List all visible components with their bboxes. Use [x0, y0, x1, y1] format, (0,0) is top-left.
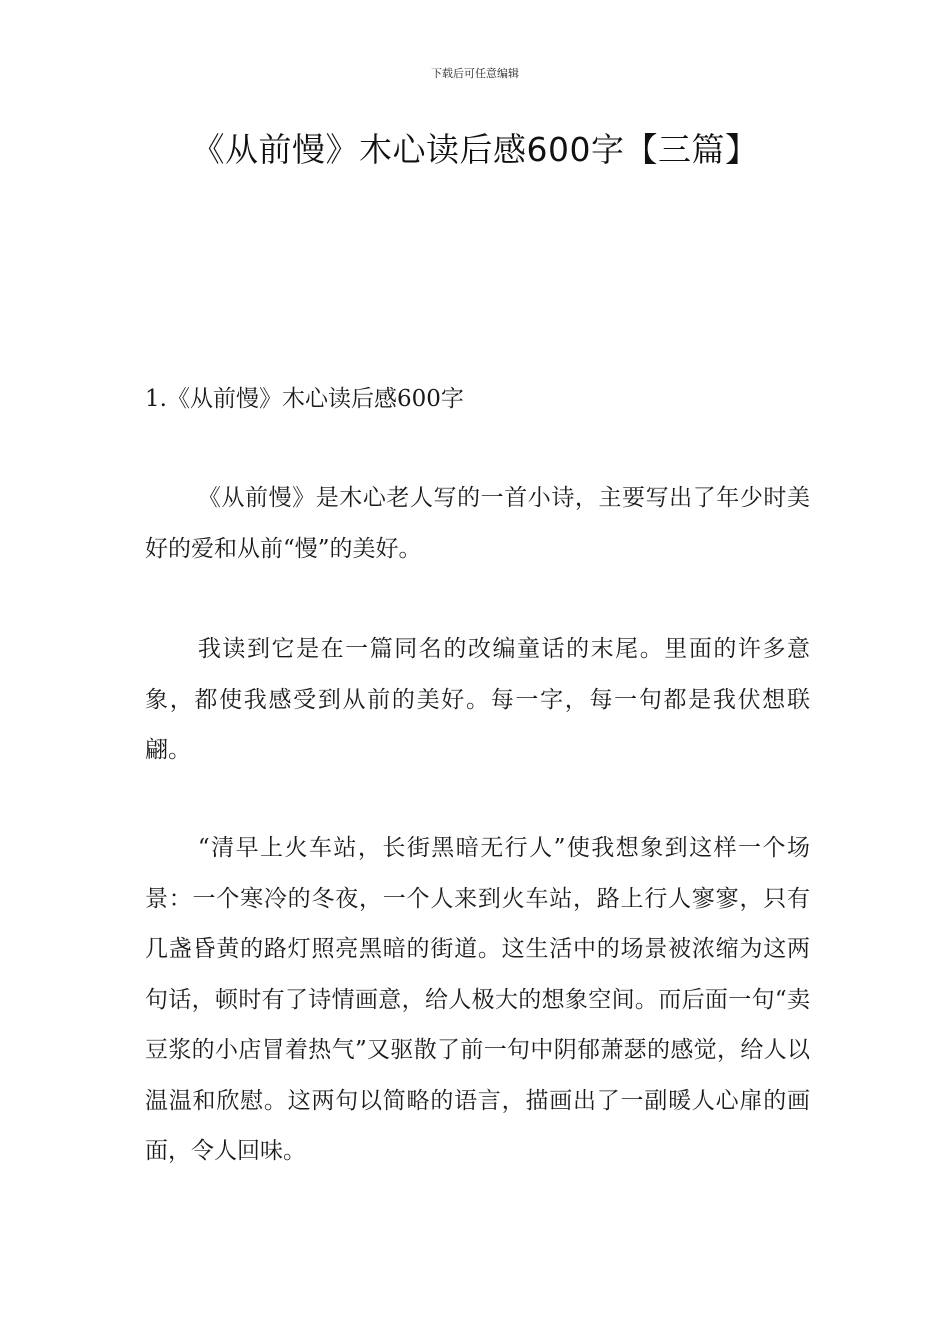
paragraph-intro: 《从前慢》是木心老人写的一首小诗，主要写出了年少时美好的爱和从前“慢”的美好。 — [145, 485, 810, 562]
section-heading: 1.《从前慢》木心读后感600字 — [145, 386, 464, 412]
header-note: 下载后可任意编辑 — [431, 67, 519, 80]
document-title: 《从前慢》木心读后感600字【三篇】 — [191, 130, 759, 169]
paragraph-reading-source: 我读到它是在一篇同名的改编童话的末尾。里面的许多意象，都使我感受到从前的美好。每一字，每一句都是我伏想联翩。 — [145, 636, 810, 763]
paragraph-train-station: “清早上火车站，长街黑暗无行人”使我想象到这样一个场景：一个寒冷的冬夜，一个人来到火车站，路上行人寥寥，只有几盏昏黄的路灯照亮黑暗的街道。这生活中的场景被浓缩为这两句话，顿时有了诗情画意，给人极大的想象空间。而后面一句“卖豆浆的小店冒着热气”又驱散了前一句中阴郁萧瑟的感觉，给人以温温和欣慰。这两句以简略的语言，描画出了一副暖人心扉的画面，令人回味。 — [145, 835, 810, 1164]
